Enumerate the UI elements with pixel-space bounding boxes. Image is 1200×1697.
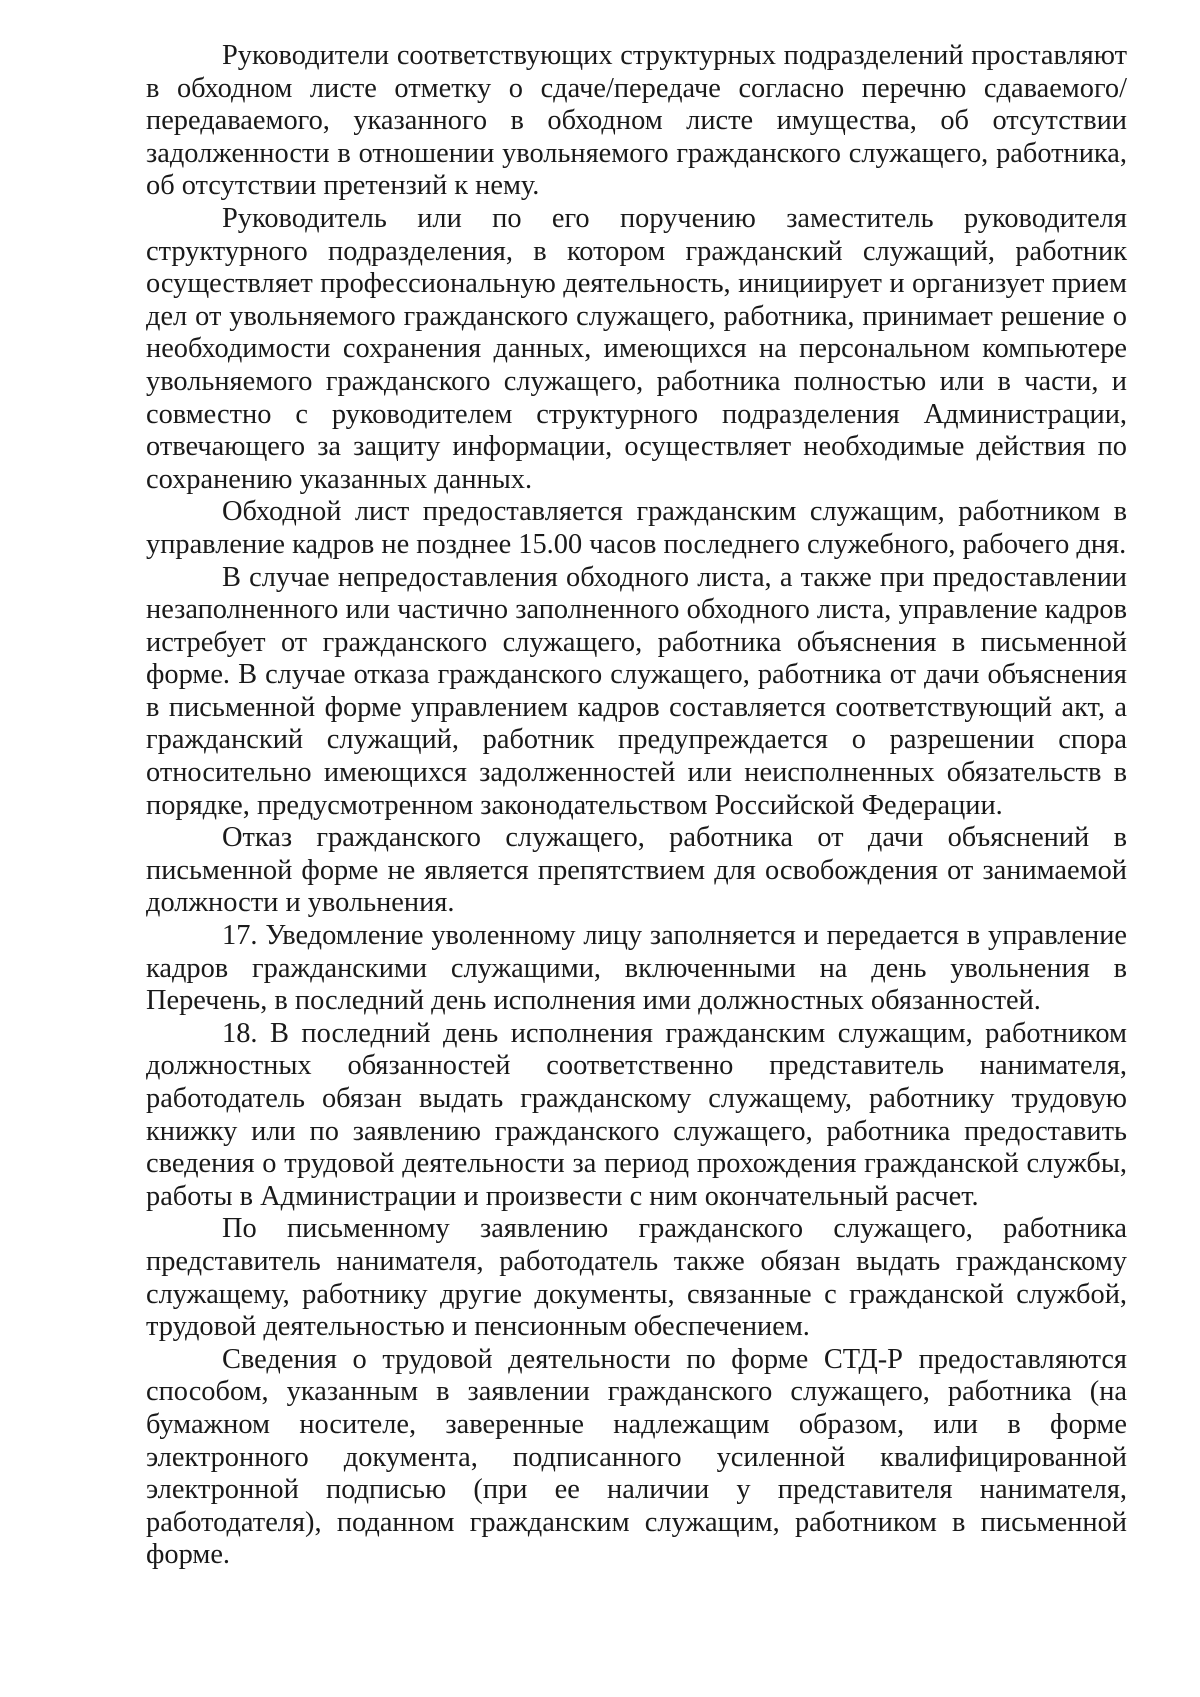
paragraph-item-18: 18. В последний день исполнения гражданским служащим, работником должностных обязанностей соответственно представитель нанимателя, работодатель обязан выдать гражданскому служащему, работнику трудовую книжку или по заявлению гражданского служащего, работника предоставить сведения о трудовой деятельности за период прохождения гражданской службы, работы в Администрации и произвести с ним окончательный расчет.	[146, 1017, 1127, 1212]
paragraph-written-request: По письменному заявлению гражданского служащего, работника представитель нанимателя, работодатель также обязан выдать гражданскому служащему, работнику другие документы, связанные с гражданской службой, трудовой деятельностью и пенсионным обеспечением.	[146, 1213, 1127, 1343]
document-page	[146, 40, 1127, 1572]
paragraph-heads-of-units: Руководители соответствующих структурных подразделений проставляют в обходном листе отметку о сдаче/передаче согласно перечню сдаваемого/передаваемого, указанного в обходном листе имущества, об отсутствии задолженности в отношении увольняемого гражданского служащего, работника, об отсутствии претензий к нему.	[146, 40, 1127, 202]
paragraph-head-or-deputy: Руководитель или по его поручению заместитель руководителя структурного подразделения, в котором гражданский служащий, работник осуществляет профессиональную деятельность, инициирует и организует прием дел от увольняемого гражданского служащего, работника, принимает решение о необходимости сохранения данных, имеющихся на персональном компьютере увольняемого гражданского служащего, работника полностью или в части, и совместно с руководителем структурного подразделения Администрации, отвечающего за защиту информации, осуществляет необходимые действия по сохранению указанных данных.	[146, 202, 1127, 495]
paragraph-refusal-explanation: Отказ гражданского служащего, работника от дачи объяснений в письменной форме не является препятствием для освобождения от занимаемой должности и увольнения.	[146, 822, 1127, 919]
paragraph-item-17: 17. Уведомление уволенному лицу заполняется и передается в управление кадров гражданскими служащими, включенными на день увольнения в Перечень, в последний день исполнения ими должностных обязанностей.	[146, 920, 1127, 1017]
paragraph-clearance-sheet-deadline: Обходной лист предоставляется гражданским служащим, работником в управление кадров не позднее 15.00 часов последнего служебного, рабочего дня.	[146, 496, 1127, 560]
paragraph-std-r-form: Сведения о трудовой деятельности по форме СТД-Р предоставляются способом, указанным в заявлении гражданского служащего, работника (на бумажном носителе, заверенные надлежащим образом, или в форме электронного документа, подписанного усиленной квалифицированной электронной подписью (при ее наличии у представителя нанимателя, работодателя), поданном гражданским служащим, работником в письменной форме.	[146, 1343, 1127, 1571]
paragraph-non-submission: В случае непредоставления обходного листа, а также при предоставлении незаполненного или частично заполненного обходного листа, управление кадров истребует от гражданского служащего, работника объяснения в письменной форме. В случае отказа гражданского служащего, работника от дачи объяснения в письменной форме управлением кадров составляется соответствующий акт, а гражданский служащий, работник предупреждается о разрешении спора относительно имеющихся задолженностей или неисполненных обязательств в порядке, предусмотренном законодательством Российской Федерации.	[146, 561, 1127, 821]
